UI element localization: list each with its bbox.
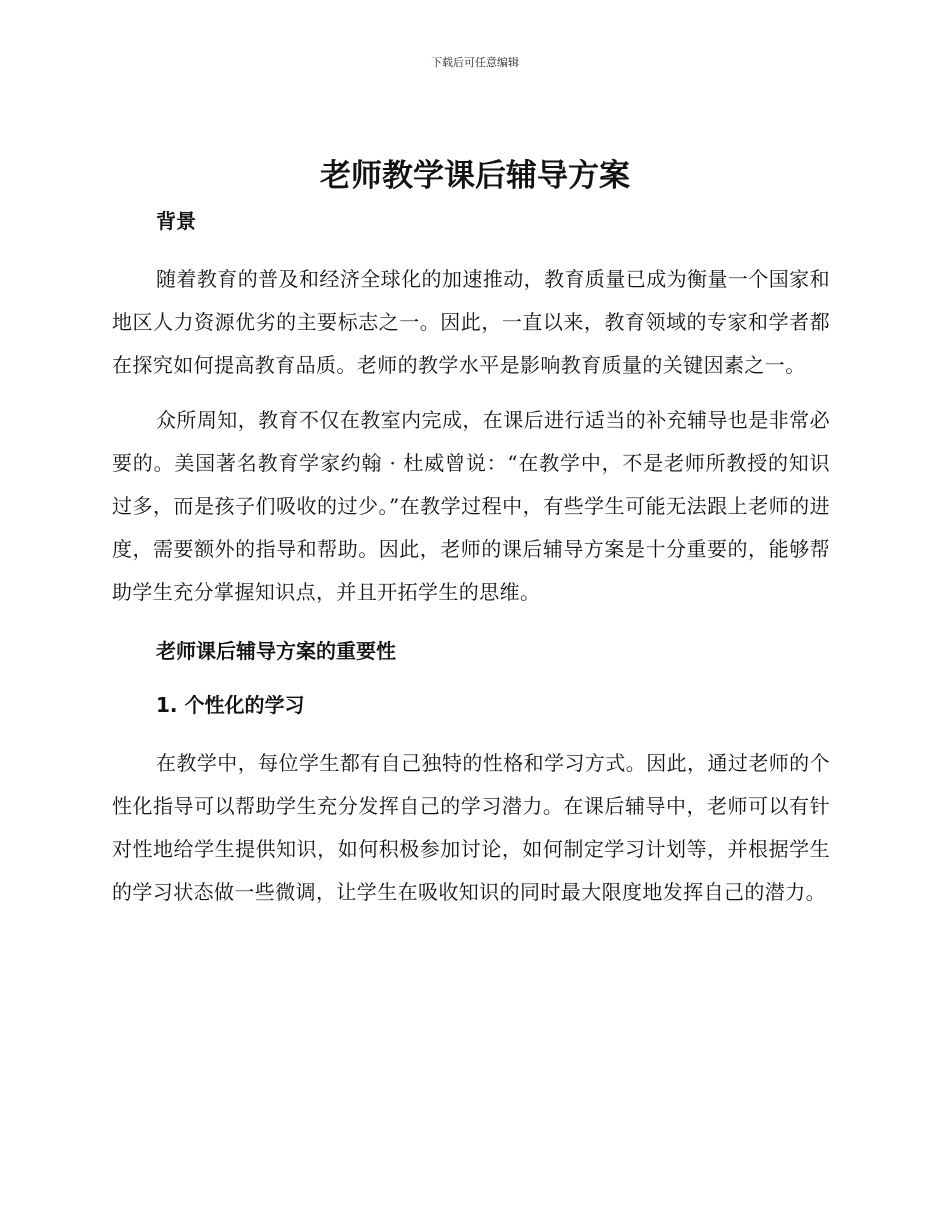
paragraph-personalized-learning: 在教学中，每位学生都有自己独特的性格和学习方式。因此，通过老师的个性化指导可以帮助学生充分发挥自己的学习潜力。在课后辅导中，老师可以有针对性地给学生提供知识，如何积极参加讨论，如何制定学习计划等，并根据学生的学习状态做一些微调，让学生在吸收知识的同时最大限度地发挥自己的潜力。: [112, 751, 830, 904]
document-body: [112, 206, 830, 914]
paragraph-background-2: 众所周知，教育不仅在教室内完成，在课后进行适当的补充辅导也是非常必要的。美国著名教育学家约翰 · 杜威曾说：“在教学中，不是老师所教授的知识过多，而是孩子们吸收的过少。”在教学过程中，有些学生可能无法跟上老师的进度，需要额外的指导和帮助。因此，老师的课后辅导方案是十分重要的，能够帮助学生充分掌握知识点，并且开拓学生的思维。: [112, 408, 830, 604]
section-heading-background: 背景: [156, 209, 196, 233]
document-title: 老师教学课后辅导方案: [320, 158, 630, 194]
section-heading-importance: 老师课后辅导方案的重要性: [156, 639, 396, 663]
paragraph-background-1: 随着教育的普及和经济全球化的加速推动，教育质量已成为衡量一个国家和地区人力资源优劣的主要标志之一。因此，一直以来，教育领域的专家和学者都在探究如何提高教育品质。老师的教学水平是影响教育质量的关键因素之一。: [112, 267, 830, 377]
section-heading-personalized-learning: 1. 个性化的学习: [156, 693, 305, 717]
page-header-note: 下载后可任意编辑: [431, 56, 519, 69]
